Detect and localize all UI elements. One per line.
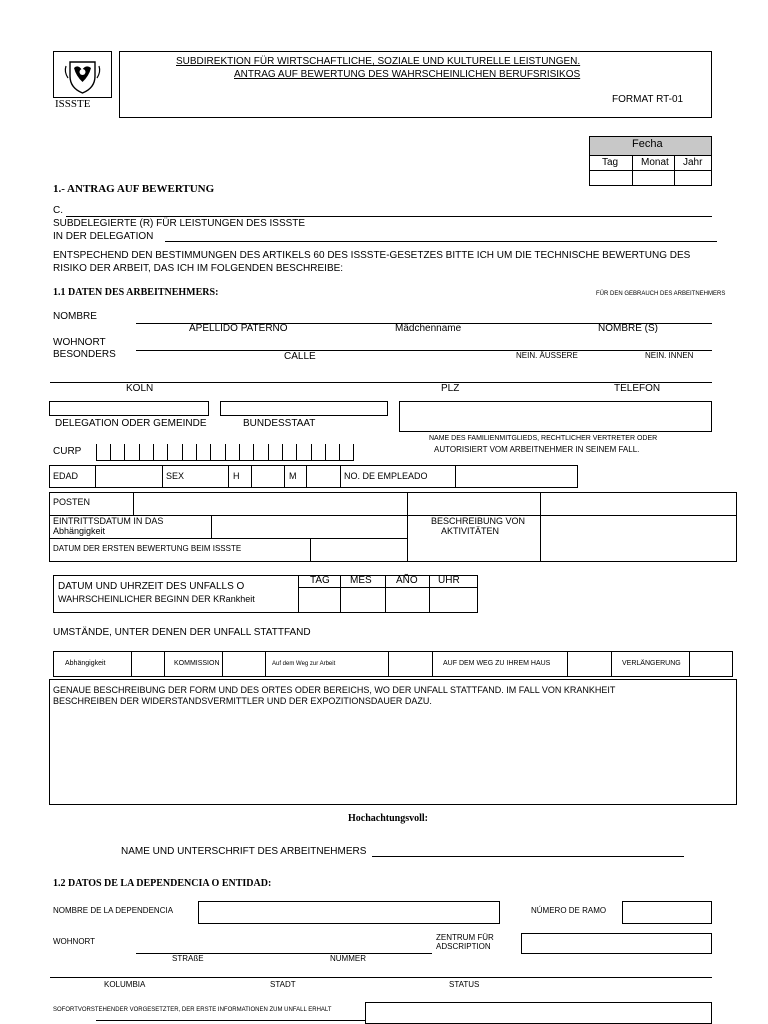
umstand-weg-haus-label: AUF DEM WEG ZU IHREM HAUS <box>443 660 551 667</box>
wohnort-label: WOHNORT <box>53 337 106 348</box>
nein-innen-label: NEIN. INNEN <box>645 351 694 360</box>
wohnort2-label: WOHNORT <box>53 937 96 946</box>
fecha-monat: Monat <box>641 157 669 168</box>
intro-paragraph-line2: RISIKO DER ARBEIT, DAS ICH IM FOLGENDEN BESCHREIBE: <box>53 263 344 274</box>
zentrum-label-line2: ADSCRIPTION <box>436 942 491 951</box>
umstaende-label: UMSTÄNDE, UNTER DENEN DER UNFALL STATTFAND <box>53 627 311 638</box>
eintritt-label-line2: Abhängigkeit <box>53 526 106 536</box>
delegation-field[interactable] <box>49 401 209 416</box>
beschreibung-label-line2: AKTIVITÄTEN <box>441 526 500 536</box>
in-delegation-label: IN DER DELEGATION <box>53 231 154 242</box>
header-title-line1: SUBDIREKTION FÜR WIRTSCHAFTLICHE, SOZIALE UND KULTURELLE LEISTUNGEN. <box>176 56 581 67</box>
umstand-kommission-label: KOMMISSION <box>174 660 220 667</box>
unfall-ano-label: AÑO <box>396 575 418 586</box>
unfall-label-line2: WAHRSCHEINLICHER BEGINN DER KRankheit <box>58 594 255 604</box>
c-label: C. <box>53 205 63 216</box>
bundesstaat-field[interactable] <box>220 401 388 416</box>
sofort-label: SOFORTVORSTEHENDER VORGESETZTER, DER ERSTE INFORMATIONEN ZUM UNFALL ERHALT <box>53 1007 332 1013</box>
logo-box <box>53 51 112 98</box>
umstand-weg-arbeit-label: Auf dem Weg zur Arbeit <box>272 661 336 667</box>
genaue-label-line1: GENAUE BESCHREIBUNG DER FORM UND DES ORTES ODER BEREICHS, WO DER UNFALL STATTFAND. IM FALL VON KRANKHEIT <box>53 685 616 695</box>
format-label: FORMAT RT-01 <box>612 94 684 105</box>
strasse-label: STRAßE <box>172 954 204 963</box>
section12-title: 1.2 DATOS DE LA DEPENDENCIA O ENTIDAD: <box>53 878 272 889</box>
h-label: H <box>233 471 240 481</box>
status-label: STATUS <box>449 980 480 989</box>
umstand-weg-haus-checkbox[interactable] <box>568 652 611 676</box>
nein-aussere-label: NEIN. ÄUSSERE <box>516 351 578 360</box>
fecha-tag: Tag <box>602 157 619 168</box>
section11-note: FÜR DEN GEBRAUCH DES ARBEITNEHMERS <box>596 291 726 297</box>
nombre-dependencia-label: NOMBRE DE LA DEPENDENCIA <box>53 906 174 915</box>
familienmitglied-label-line2: AUTORISIERT VOM ARBEITNEHMER IN SEINEM FALL. <box>434 445 640 454</box>
umstand-abhaengigkeit-checkbox[interactable] <box>132 652 164 676</box>
wohnort-line[interactable] <box>136 350 712 351</box>
subdelegierte-label: SUBDELEGIERTE (R) FÜR LEISTUNGEN DES ISSSTE <box>53 218 306 229</box>
unfall-uhr-field[interactable] <box>430 588 477 612</box>
fecha-tag-field[interactable] <box>590 171 632 185</box>
koln-label: KOLN <box>126 383 154 394</box>
unfall-tag-label: TAG <box>310 575 330 586</box>
fecha-title: Fecha <box>632 138 663 150</box>
sex-h-checkbox[interactable] <box>252 466 284 487</box>
fecha-jahr-field[interactable] <box>675 171 711 185</box>
umstand-abhaengigkeit-label: Abhängigkeit <box>65 660 106 667</box>
stadt-label: STADT <box>270 980 296 989</box>
edad-field[interactable] <box>96 466 162 487</box>
datum-erste-field[interactable] <box>311 539 407 561</box>
curp-label: CURP <box>53 446 82 457</box>
delegation-label: DELEGATION ODER GEMEINDE <box>55 418 207 429</box>
beschreibung-label-line1: BESCHREIBUNG VON <box>431 516 526 526</box>
umstand-verlaengerung-checkbox[interactable] <box>690 652 732 676</box>
unfall-mes-field[interactable] <box>341 588 385 612</box>
edad-label: EDAD <box>53 471 79 481</box>
unterschrift-label: NAME UND UNTERSCHRIFT DES ARBEITNEHMERS <box>121 846 367 857</box>
umstand-kommission-checkbox[interactable] <box>223 652 265 676</box>
bundesstaat-label: BUNDESSTAAT <box>243 418 316 429</box>
besonders-label: BESONDERS <box>53 349 116 360</box>
umstand-weg-arbeit-checkbox[interactable] <box>389 652 432 676</box>
familienmitglied-field[interactable] <box>399 401 712 432</box>
fecha-jahr: Jahr <box>683 157 703 168</box>
section11-title: 1.1 DATEN DES ARBEITNEHMERS: <box>53 287 219 298</box>
section1-title: 1.- ANTRAG AUF BEWERTUNG <box>53 183 215 195</box>
fecha-monat-field[interactable] <box>633 171 674 185</box>
numero-ramo-field[interactable] <box>622 901 712 924</box>
eintritt-label-line1: EINTRITTSDATUM IN DAS <box>53 516 164 526</box>
nombre-label: NOMBRE <box>53 311 97 322</box>
no-empleado-label: NO. DE EMPLEADO <box>344 471 428 481</box>
zentrum-field[interactable] <box>521 933 712 954</box>
plz-label: PLZ <box>441 383 460 394</box>
familienmitglied-label-line1: NAME DES FAMILIENMITGLIEDS, RECHTLICHER VERTRETER ODER <box>429 435 658 442</box>
maedchenname-label: Mädchenname <box>395 323 462 334</box>
curp-field[interactable] <box>96 444 354 461</box>
calle-label: CALLE <box>284 351 316 362</box>
apellido-label: APELLIDO PATERNO <box>189 323 288 334</box>
nummer-label: NUMMER <box>330 954 366 963</box>
unfall-uhr-label: UHR <box>438 575 460 586</box>
posten-label: POSTEN <box>53 497 91 507</box>
datum-erste-label: DATUM DER ERSTEN BEWERTUNG BEIM ISSSTE <box>53 544 242 553</box>
beschreibung-field[interactable] <box>541 493 736 561</box>
header-title-line2: ANTRAG AUF BEWERTUNG DES WAHRSCHEINLICHEN BERUFSRISIKOS <box>234 69 581 80</box>
umstand-verlaengerung-label: VERLÄNGERUNG <box>622 660 681 667</box>
c-line[interactable] <box>66 216 712 217</box>
delegation-line[interactable] <box>165 241 717 242</box>
zentrum-label-line1: ZENTRUM FÜR <box>436 933 494 942</box>
nombre-s-label: NOMBRE (S) <box>598 323 658 334</box>
telefon-label: TELEFON <box>614 383 661 394</box>
posten-field[interactable] <box>134 493 407 515</box>
logo-text: ISSSTE <box>55 98 91 110</box>
no-empleado-field[interactable] <box>456 466 577 487</box>
m-label: M <box>289 471 297 481</box>
numero-ramo-label: NÚMERO DE RAMO <box>531 906 607 915</box>
sofort-field[interactable] <box>365 1002 712 1024</box>
unfall-label-line1: DATUM UND UHRZEIT DES UNFALLS O <box>58 581 245 592</box>
unfall-ano-field[interactable] <box>386 588 429 612</box>
unfall-mes-label: MES <box>350 575 372 586</box>
issste-emblem-icon <box>54 52 111 97</box>
eintritt-field[interactable] <box>212 516 407 538</box>
genaue-label-line2: BESCHREIBEN DER WIDERSTANDSVERMITTLER UND DER EXPOZITIONSDAUER DAZU. <box>53 696 432 706</box>
kolumbia-label: KOLUMBIA <box>104 980 146 989</box>
hochachtung-label: Hochachtungsvoll: <box>348 813 429 824</box>
unfall-tag-field[interactable] <box>299 588 340 612</box>
sex-m-checkbox[interactable] <box>307 466 340 487</box>
sex-label: SEX <box>166 471 185 481</box>
unterschrift-line[interactable] <box>372 856 684 857</box>
nombre-dependencia-field[interactable] <box>198 901 500 924</box>
kolumbia-line[interactable] <box>50 977 712 978</box>
intro-paragraph-line1: ENTSPECHEND DEN BESTIMMUNGEN DES ARTIKELS 60 DES ISSSTE-GESETZES BITTE ICH UM DIE TECHNISCHE BEWERTUNG DES <box>53 250 691 261</box>
